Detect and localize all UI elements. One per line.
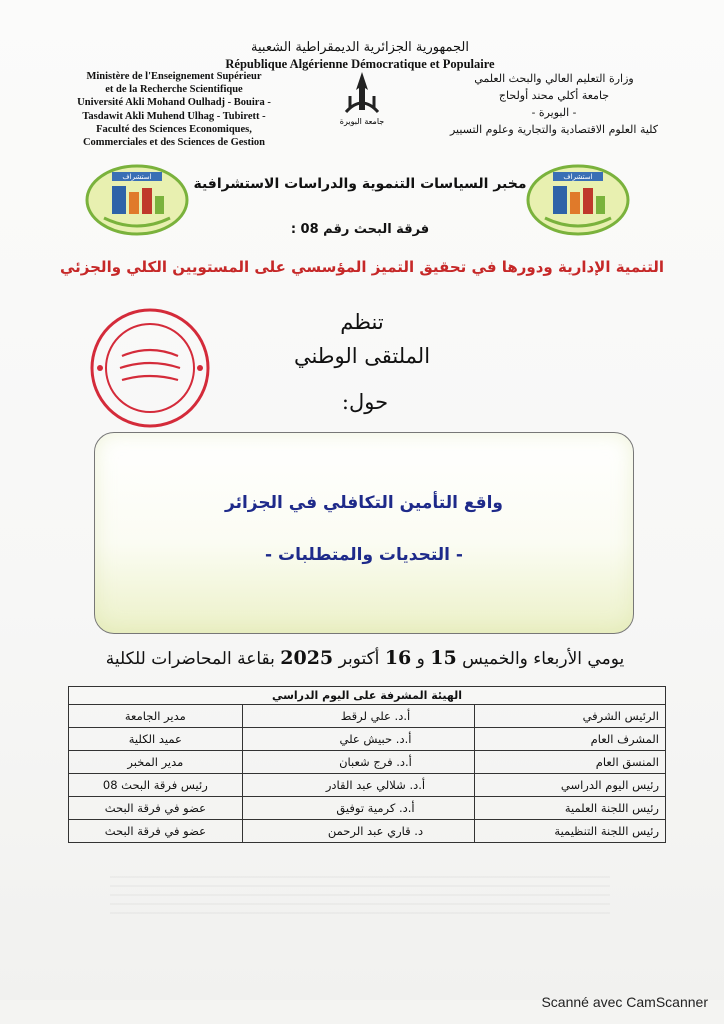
committee-role: رئيس اللجنة العلمية bbox=[475, 797, 666, 820]
committee-member-name: أ.د. حبيش علي bbox=[242, 728, 475, 751]
lab-logo-icon bbox=[84, 160, 190, 238]
committee-member-position: عضو في فرقة البحث bbox=[69, 797, 243, 820]
republic-french: République Algérienne Démocratique et Populaire bbox=[225, 57, 495, 71]
scanner-watermark: Scanné avec CamScanner bbox=[541, 994, 708, 1010]
research-team-number: فرقة البحث رقم 08 : bbox=[290, 222, 430, 237]
university-line: Tasdawit Akli Muhend Ulhag - Tubirett - bbox=[82, 110, 266, 122]
committee-member-position: عميد الكلية bbox=[69, 728, 243, 751]
event-subtopic: - التحديات والمتطلبات - bbox=[265, 545, 463, 565]
table-row bbox=[69, 705, 666, 728]
ministry-line: et de la Recherche Scientifique bbox=[105, 84, 243, 96]
event-type: الملتقى الوطني bbox=[293, 344, 431, 368]
university-line: جامعة أكلي محند أولحاج bbox=[498, 89, 610, 102]
committee-member-position: عضو في فرقة البحث bbox=[69, 820, 243, 843]
research-team-theme: التنمية الإدارية ودورها في تحقيق التميز المؤسسي على المستويين الكلي والجزئي bbox=[59, 258, 665, 276]
faint-bleed-through bbox=[110, 876, 610, 916]
table-row bbox=[69, 751, 666, 774]
committee-table bbox=[68, 686, 666, 843]
table-row bbox=[69, 797, 666, 820]
svg-text:استشراف: استشراف bbox=[122, 173, 152, 181]
day-two: 16 bbox=[384, 647, 412, 669]
committee-title: الهيئة المشرفة على اليوم الدراسي bbox=[69, 687, 666, 705]
university-logo-icon bbox=[332, 68, 392, 128]
organizes-label: تنظم bbox=[340, 310, 384, 334]
dates-venue: بقاعة المحاضرات للكلية bbox=[105, 649, 275, 669]
day-one: 15 bbox=[430, 647, 457, 669]
committee-member-name: د. قاري عبد الرحمن bbox=[242, 820, 475, 843]
event-dates bbox=[60, 647, 670, 669]
city-line: - البويرة - bbox=[531, 106, 577, 119]
committee-role: المنسق العام bbox=[475, 751, 666, 774]
lab-name: مخبر السياسات التنموية والدراسات الاستشرافية bbox=[193, 176, 527, 192]
republic-arabic: الجمهورية الجزائرية الديمقراطية الشعبية bbox=[251, 40, 469, 55]
svg-text:جامعة البويرة: جامعة البويرة bbox=[339, 117, 385, 126]
faculty-line: Faculté des Sciences Economiques, bbox=[96, 123, 252, 135]
ministry-block-french bbox=[34, 70, 314, 149]
dates-month: أكتوبر bbox=[338, 649, 380, 669]
event-topic: واقع التأمين التكافلي في الجزائر bbox=[225, 493, 503, 513]
committee-role: الرئيس الشرفي bbox=[475, 705, 666, 728]
dates-prefix: يومي الأربعاء والخميس bbox=[462, 649, 625, 669]
committee-role: رئيس اللجنة التنظيمية bbox=[475, 820, 666, 843]
faculty-line: Commerciales et des Sciences de Gestion bbox=[82, 137, 266, 149]
committee-member-position: مدير الجامعة bbox=[69, 705, 243, 728]
dates-year: 2025 bbox=[280, 647, 334, 669]
ministry-line: وزارة التعليم العالي والبحث العلمي bbox=[474, 72, 634, 85]
table-row bbox=[69, 820, 666, 843]
svg-text:استشراف: استشراف bbox=[563, 173, 593, 181]
dates-and: و bbox=[416, 649, 425, 669]
lab-logo-icon bbox=[525, 160, 631, 238]
committee-role: رئيس اليوم الدراسي bbox=[475, 774, 666, 797]
committee-member-position: رئيس فرقة البحث 08 bbox=[69, 774, 243, 797]
topic-box bbox=[94, 432, 634, 634]
committee-member-name: أ.د. علي لرقط bbox=[242, 705, 475, 728]
about-label: حول: bbox=[341, 390, 389, 414]
committee-member-name: أ.د. فرج شعبان bbox=[242, 751, 475, 774]
faculty-line: كلية العلوم الاقتصادية والتجارية وعلوم التسيير bbox=[449, 123, 659, 136]
committee-member-position: مدير المخبر bbox=[69, 751, 243, 774]
university-line: Université Akli Mohand Oulhadj - Bouira - bbox=[77, 97, 271, 109]
committee-title-row bbox=[69, 687, 666, 705]
table-row bbox=[69, 728, 666, 751]
official-stamp-icon bbox=[86, 304, 214, 432]
committee-member-name: أ.د. شلالي عبد القادر bbox=[242, 774, 475, 797]
committee-member-name: أ.د. كرمية توفيق bbox=[242, 797, 475, 820]
ministry-block-arabic bbox=[414, 70, 694, 138]
ministry-line: Ministère de l'Enseignement Supérieur bbox=[86, 71, 262, 82]
table-row bbox=[69, 774, 666, 797]
committee-role: المشرف العام bbox=[475, 728, 666, 751]
